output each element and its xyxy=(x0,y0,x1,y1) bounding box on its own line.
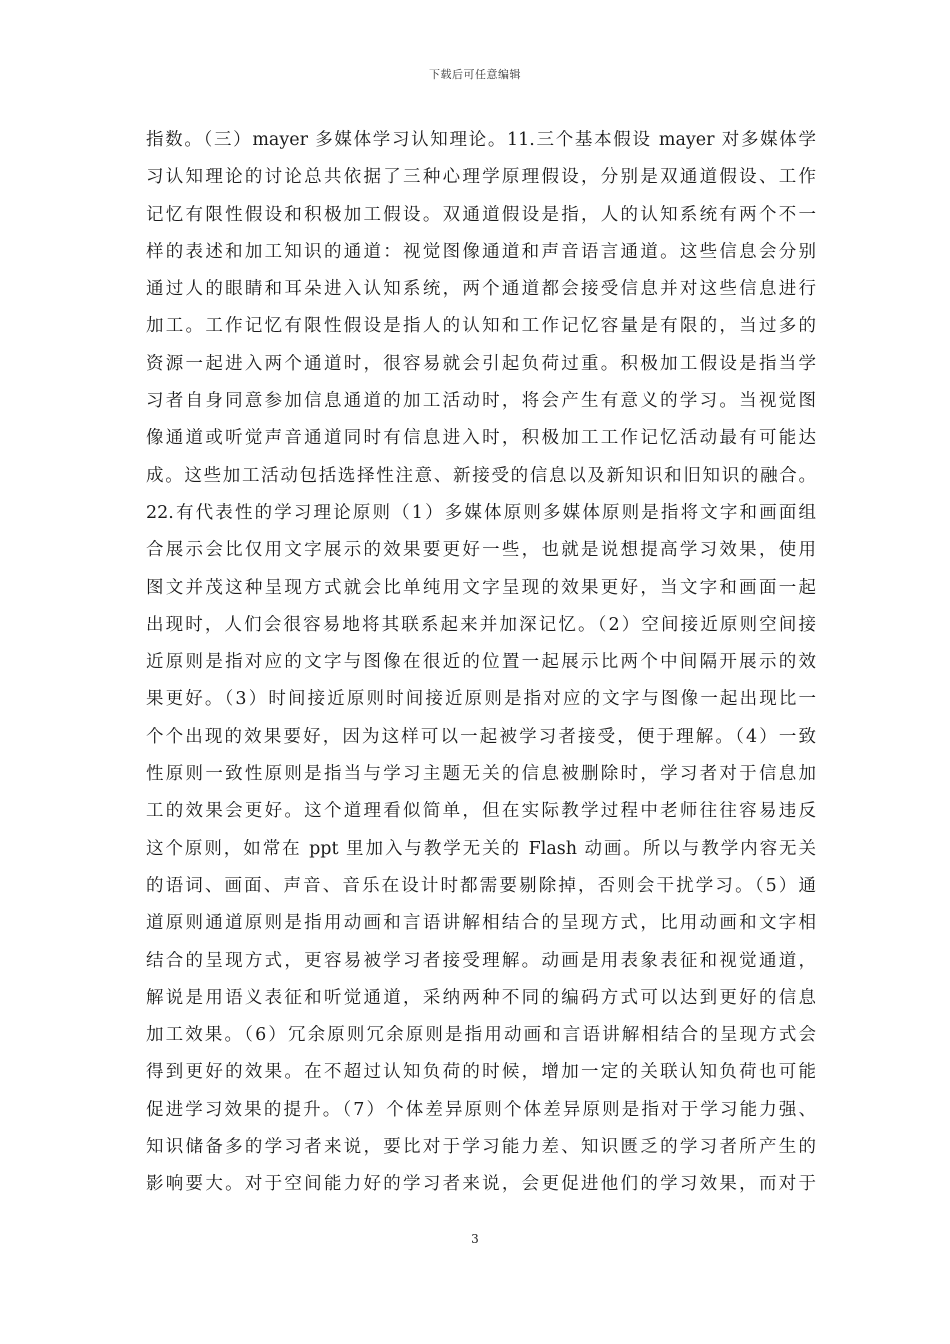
text-line: 的语词、画面、声音、音乐在设计时都需要剔除掉，否则会干扰学习。（5）通 xyxy=(146,875,816,896)
page-number: 3 xyxy=(471,1232,479,1246)
text-line: 习认知理论的讨论总共依据了三种心理学原理假设，分别是双通道假设、工作 xyxy=(146,167,816,188)
text-line: 图文并茂这种呈现方式就会比单纯用文字呈现的效果更好，当文字和画面一起 xyxy=(146,577,816,598)
text-line: 成。这些加工活动包括选择性注意、新接受的信息以及新知识和旧知识的融合。 xyxy=(146,465,816,486)
text-line: 像通道或听觉声音通道同时有信息进入时，积极加工工作记忆活动最有可能达 xyxy=(146,428,816,449)
text-line: 工的效果会更好。这个道理看似简单，但在实际教学过程中老师往往容易违反 xyxy=(146,801,816,822)
page-header: 下载后可任意编辑 xyxy=(429,68,521,81)
text-line: 解说是用语义表征和听觉通道，采纳两种不同的编码方式可以达到更好的信息 xyxy=(146,987,816,1008)
text-line: 促进学习效果的提升。（7）个体差异原则个体差异原则是指对于学习能力强、 xyxy=(146,1099,816,1120)
text-line: 性原则一致性原则是指当与学习主题无关的信息被删除时，学习者对于信息加 xyxy=(146,764,816,785)
text-line: 道原则通道原则是指用动画和言语讲解相结合的呈现方式，比用动画和文字相 xyxy=(146,913,816,934)
text-line: 影响要大。对于空间能力好的学习者来说，会更促进他们的学习效果，而对于 xyxy=(146,1174,816,1195)
text-line: 加工效果。（6）冗余原则冗余原则是指用动画和言语讲解相结合的呈现方式会 xyxy=(146,1025,816,1046)
text-line: 记忆有限性假设和积极加工假设。双通道假设是指，人的认知系统有两个不一 xyxy=(146,204,816,225)
text-line: 得到更好的效果。在不超过认知负荷的时候，增加一定的关联认知负荷也可能 xyxy=(146,1062,816,1083)
text-line: 个个出现的效果要好，因为这样可以一起被学习者接受，便于理解。（4）一致 xyxy=(146,726,816,747)
text-line: 知识储备多的学习者来说，要比对于学习能力差、知识匮乏的学习者所产生的 xyxy=(146,1137,816,1158)
text-line: 样的表述和加工知识的通道：视觉图像通道和声音语言通道。这些信息会分别 xyxy=(146,241,816,262)
text-line: 结合的呈现方式，更容易被学习者接受理解。动画是用表象表征和视觉通道， xyxy=(146,950,816,971)
text-line: 资源一起进入两个通道时，很容易就会引起负荷过重。积极加工假设是指当学 xyxy=(146,353,816,374)
body-text xyxy=(146,122,816,1204)
text-line: 习者自身同意参加信息通道的加工活动时，将会产生有意义的学习。当视觉图 xyxy=(146,391,816,412)
text-line: 指数。（三）mayer 多媒体学习认知理论。11.三个基本假设 mayer 对多媒体学 xyxy=(146,130,816,150)
text-line: 这个原则，如常在 ppt 里加入与教学无关的 Flash 动画。所以与教学内容无关 xyxy=(146,838,816,859)
text-line: 通过人的眼睛和耳朵进入认知系统，两个通道都会接受信息并对这些信息进行 xyxy=(146,279,816,300)
text-line: 22.有代表性的学习理论原则（1）多媒体原则多媒体原则是指将文字和画面组 xyxy=(146,502,816,523)
text-line: 近原则是指对应的文字与图像在很近的位置一起展示比两个中间隔开展示的效 xyxy=(146,652,816,673)
text-line: 出现时，人们会很容易地将其联系起来并加深记忆。（2）空间接近原则空间接 xyxy=(146,614,816,635)
text-line: 加工。工作记忆有限性假设是指人的认知和工作记忆容量是有限的，当过多的 xyxy=(146,316,816,337)
text-line: 合展示会比仅用文字展示的效果要更好一些，也就是说想提高学习效果，使用 xyxy=(146,540,816,561)
text-line: 果更好。（3）时间接近原则时间接近原则是指对应的文字与图像一起出现比一 xyxy=(146,689,816,710)
